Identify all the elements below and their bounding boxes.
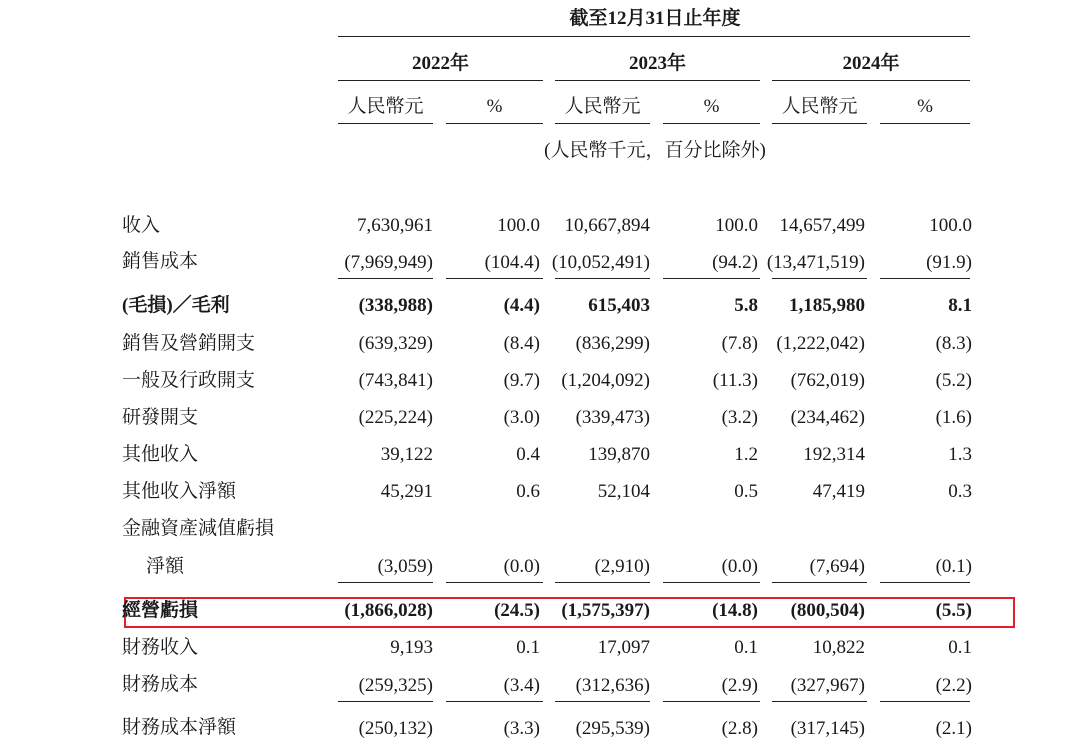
period-title: 截至12月31日止年度 [569,8,741,29]
subtotal-rule [663,278,760,279]
cell-2023-percent: 0.5 [734,481,758,502]
cell-2023-percent: 5.8 [734,295,758,316]
cell-2022-percent: (3.3) [503,718,540,739]
cell-2022-amount: 9,193 [390,637,433,658]
cell-2024-amount: (762,019) [790,370,865,391]
cell-2022-percent: (0.0) [503,556,540,577]
cell-2023-amount: (1,204,092) [561,370,650,391]
year-2022: 2022年 [411,53,469,74]
year-rule-2022 [338,80,543,81]
unit-note: (人民幣千元，百分比除外) [544,140,766,161]
percent-2024: % [917,96,933,117]
cell-2022-amount: (743,841) [358,370,433,391]
cell-2024-amount: (1,222,042) [776,333,865,354]
subhead-rule [446,123,543,124]
cell-2023-percent: 100.0 [715,215,758,236]
cell-2024-percent: 100.0 [929,215,972,236]
cell-2022-percent: 0.6 [516,481,540,502]
subhead-rule [772,123,867,124]
cell-2023-percent: (7.8) [721,333,758,354]
currency-2023: 人民幣元 [564,96,641,117]
cell-2023-amount: (836,299) [575,333,650,354]
percent-2022: % [486,96,503,117]
subtotal-rule [772,278,867,279]
row-label: 財務成本淨額 [122,717,237,738]
cell-2024-amount: 192,314 [803,444,865,465]
cell-2022-percent: (24.5) [494,600,540,621]
cell-2023-percent: (11.3) [712,370,758,391]
cell-2024-percent: 8.1 [948,295,972,316]
row-label: 銷售及營銷開支 [122,333,256,354]
cell-2023-amount: 52,104 [597,481,650,502]
cell-2023-amount: (312,636) [575,675,650,696]
cell-2023-amount: (339,473) [575,407,650,428]
row-label: 淨額 [146,556,185,577]
cell-2024-percent: (1.6) [935,407,972,428]
subhead-rule [880,123,970,124]
subhead-rule [663,123,760,124]
cell-2023-amount: 17,097 [597,637,650,658]
cell-2022-percent: (9.7) [503,370,540,391]
cell-2024-percent: (5.2) [935,370,972,391]
cell-2024-amount: (7,694) [809,556,865,577]
cell-2022-percent: (3.0) [503,407,540,428]
subtotal-rule [446,582,543,583]
subtotal-rule [446,701,543,702]
row-label: 銷售成本 [122,251,199,272]
subtotal-rule [663,582,760,583]
cell-2024-amount: 47,419 [812,481,865,502]
cell-2024-percent: (2.2) [935,675,972,696]
cell-2022-percent: 0.1 [516,637,540,658]
cell-2023-percent: (14.8) [712,600,758,621]
row-label: 財務收入 [122,637,199,658]
cell-2023-amount: 139,870 [588,444,650,465]
row-label: 研發開支 [122,407,199,428]
cell-2022-amount: (338,988) [358,295,433,316]
subtotal-rule [338,701,433,702]
cell-2023-amount: (2,910) [594,556,650,577]
row-label: 收入 [122,215,161,236]
subtotal-rule [772,582,867,583]
cell-2024-percent: (91.9) [926,252,972,273]
year-2023: 2023年 [628,53,686,74]
currency-2024: 人民幣元 [781,96,858,117]
cell-2024-amount: (234,462) [790,407,865,428]
cell-2023-percent: 1.2 [734,444,758,465]
row-label: 財務成本 [122,674,199,695]
percent-2023: % [703,96,720,117]
cell-2022-amount: (259,325) [358,675,433,696]
row-label: 金融資產減值虧損 [122,518,275,539]
header-rule [338,36,970,37]
subtotal-rule [772,701,867,702]
cell-2022-amount: (7,969,949) [344,252,433,273]
cell-2024-amount: 10,822 [812,637,865,658]
cell-2024-percent: (2.1) [935,718,972,739]
currency-2022: 人民幣元 [347,96,424,117]
cell-2022-percent: (104.4) [484,252,540,273]
cell-2023-amount: (10,052,491) [551,252,650,273]
year-2024: 2024年 [842,53,900,74]
row-label: (毛損)／毛利 [122,295,230,316]
cell-2024-amount: 14,657,499 [779,215,865,236]
cell-2024-percent: 0.1 [948,637,972,658]
cell-2024-percent: (5.5) [935,600,972,621]
cell-2022-amount: (639,329) [358,333,433,354]
cell-2022-amount: (250,132) [358,718,433,739]
subhead-rule [338,123,433,124]
cell-2022-percent: 0.4 [516,444,540,465]
subtotal-rule [555,278,650,279]
row-label: 其他收入淨額 [122,481,237,502]
cell-2022-percent: (4.4) [503,295,540,316]
year-rule-2024 [772,80,970,81]
cell-2023-percent: (2.8) [721,718,758,739]
cell-2023-amount: (1,575,397) [561,600,650,621]
cell-2023-percent: (0.0) [721,556,758,577]
cell-2022-amount: (3,059) [377,556,433,577]
subtotal-rule [338,278,433,279]
cell-2023-percent: 0.1 [734,637,758,658]
subtotal-rule [446,278,543,279]
cell-2024-percent: (8.3) [935,333,972,354]
cell-2022-percent: (3.4) [503,675,540,696]
cell-2024-percent: 1.3 [948,444,972,465]
cell-2022-amount: (1,866,028) [344,600,433,621]
cell-2023-amount: 615,403 [588,295,650,316]
cell-2022-amount: 39,122 [380,444,433,465]
subtotal-rule [880,701,970,702]
subhead-rule [555,123,650,124]
cell-2024-percent: 0.3 [948,481,972,502]
cell-2023-percent: (3.2) [721,407,758,428]
cell-2022-amount: 7,630,961 [357,215,433,236]
subtotal-rule [555,582,650,583]
cell-2023-amount: 10,667,894 [564,215,650,236]
subtotal-rule [880,278,970,279]
row-label: 其他收入 [122,444,199,465]
cell-2024-amount: (327,967) [790,675,865,696]
row-label: 一般及行政開支 [122,370,256,391]
cell-2022-amount: 45,291 [380,481,433,502]
cell-2023-amount: (295,539) [575,718,650,739]
subtotal-rule [880,582,970,583]
subtotal-rule [338,582,433,583]
cell-2024-amount: (800,504) [790,600,865,621]
row-label: 經營虧損 [122,600,199,621]
cell-2024-amount: (13,471,519) [766,252,865,273]
cell-2022-amount: (225,224) [358,407,433,428]
subtotal-rule [555,701,650,702]
cell-2024-percent: (0.1) [935,556,972,577]
year-rule-2023 [555,80,760,81]
cell-2022-percent: (8.4) [503,333,540,354]
cell-2023-percent: (2.9) [721,675,758,696]
subtotal-rule [663,701,760,702]
cell-2024-amount: 1,185,980 [789,295,865,316]
cell-2023-percent: (94.2) [712,252,758,273]
cell-2022-percent: 100.0 [497,215,540,236]
cell-2024-amount: (317,145) [790,718,865,739]
